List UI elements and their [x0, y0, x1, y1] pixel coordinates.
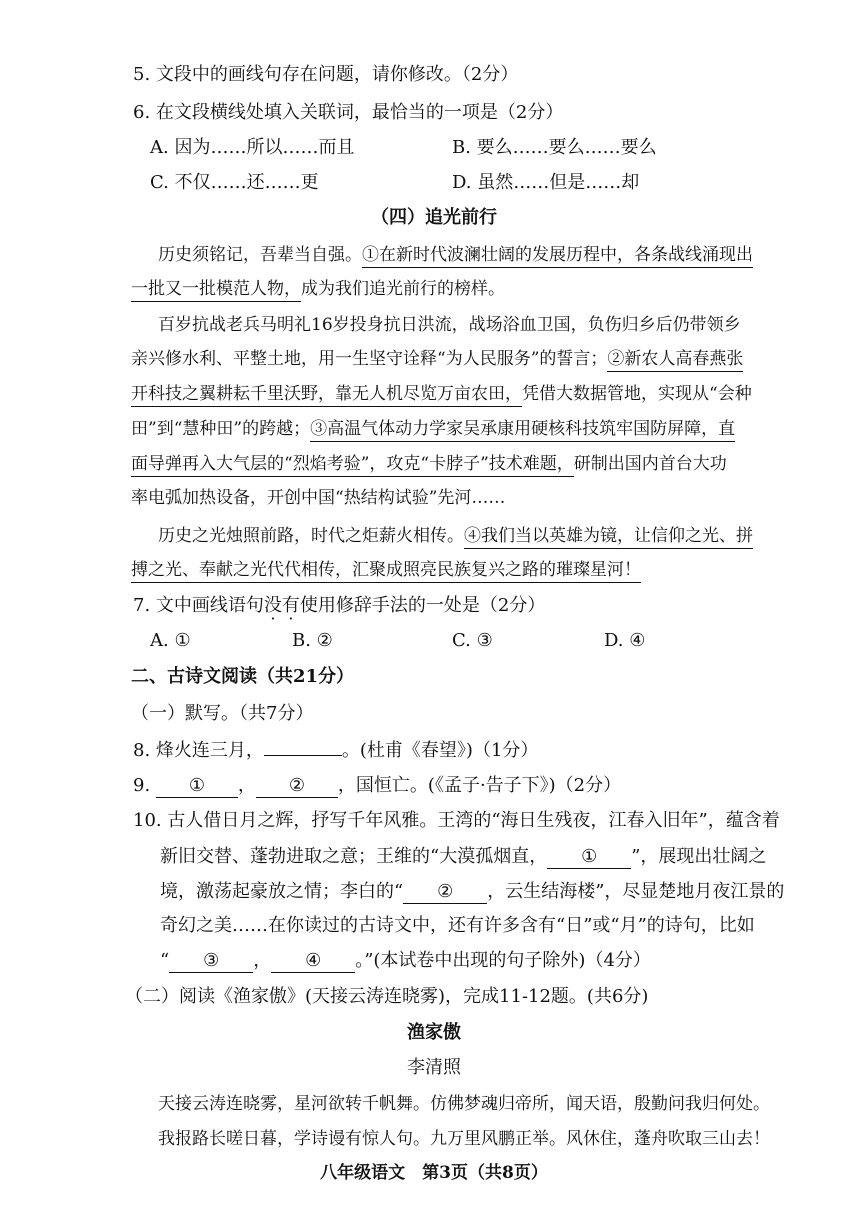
answer-blank-3: ③ — [169, 950, 253, 973]
underlined-sentence-4: ④我们当以英雄为镜，让信仰之光、拼 — [464, 526, 753, 549]
underlined-sentence-1-cont: 一批又一批模范人物， — [131, 279, 301, 302]
part-2-title: 二、古诗文阅读（共21分） — [131, 666, 355, 687]
q7-option-d: D. ④ — [604, 630, 646, 651]
underlined-sentence-4-cont: 搏之光、奉献之光代代相传，汇聚成照亮民族复兴之路的璀璨星河！ — [131, 560, 641, 583]
q6-option-c: C. 不仅……还……更 — [150, 172, 319, 193]
question-6: 6. 在文段横线处填入关联词，最恰当的一项是（2分） — [133, 102, 564, 123]
answer-blank-2: ② — [403, 881, 487, 904]
question-10-line-5: “ ③ ， ④ 。”(本试卷中出现的句子除外)（4分） — [160, 950, 651, 971]
passage-line-2: 一批又一批模范人物，成为我们追光前行的榜样。 — [131, 278, 505, 300]
q6-option-a: A. 因为……所以……而且 — [150, 137, 355, 158]
passage-line-5: 开科技之翼耕耘千里沃野，靠无人机尽览万亩农田，凭借大数据管地，实现从“会种 — [131, 383, 752, 405]
underlined-sentence-1: ①在新时代波澜壮阔的发展历程中，各条战线涌现出 — [362, 245, 753, 268]
question-7: 7. 文中画线语句没有使用修辞手法的一处是（2分） — [133, 595, 546, 616]
emphasis-char: 没 — [263, 595, 282, 616]
underlined-sentence-2: ②新农人高春燕张 — [607, 349, 743, 372]
poem-title: 渔家傲 — [407, 1022, 461, 1043]
poem-line-2: 我报路长嗟日暮，学诗谩有惊人句。九万里风鹏正举。风休住，蓬舟吹取三山去！ — [158, 1129, 770, 1149]
passage-line-9: 历史之光烛照前路，时代之炬薪火相传。④我们当以英雄为镜，让信仰之光、拼 — [158, 525, 753, 547]
answer-blank-2: ② — [256, 775, 338, 798]
underlined-sentence-2-cont: 开科技之翼耕耘千里沃野，靠无人机尽览万亩农田， — [131, 384, 522, 407]
underlined-sentence-3: ③高温气体动力学家吴承康用硬核科技筑牢国防屏障，直 — [310, 419, 735, 442]
section-4-title: （四）追光前行 — [371, 207, 497, 228]
q7-option-b: B. ② — [292, 630, 333, 651]
q7-option-a: A. ① — [150, 630, 191, 651]
question-9: 9. ① ， ② ，国恒亡。(《孟子·告子下》)（2分） — [133, 775, 622, 796]
emphasis-char: 有 — [281, 595, 300, 616]
subsection-2-title: （二）阅读《渔家傲》(天接云涛连晓雾)，完成11-12题。(共6分) — [125, 986, 649, 1007]
passage-line-3: 百岁抗战老兵马明礼16岁投身抗日洪流，战场浴血卫国，负伤归乡后仍带领乡 — [158, 315, 741, 335]
q6-option-b: B. 要么……要么……要么 — [452, 137, 657, 158]
passage-line-8: 率电弧加热设备，开创中国“热结构试验”先河…… — [131, 488, 506, 508]
answer-blank-1: ① — [547, 846, 631, 869]
passage-line-10 — [131, 559, 641, 581]
answer-blank — [264, 755, 342, 756]
question-10-line-1: 10. 古人借日月之辉，抒写千年风雅。王湾的“海日生残夜，江春入旧年”，蕴含着 — [133, 810, 780, 831]
passage-line-7: 面导弹再入大气层的“烈焰考验”，攻克“卡脖子”技术难题，研制出国内首台大功 — [131, 453, 727, 475]
answer-blank-4: ④ — [271, 950, 355, 973]
q7-option-c: C. ③ — [452, 630, 493, 651]
q6-option-d: D. 虽然……但是……却 — [452, 172, 640, 193]
question-8: 8. 烽火连三月， 。(杜甫《春望》)（1分） — [133, 740, 539, 761]
passage-line-1: 历史须铭记，吾辈当自强。①在新时代波澜壮阔的发展历程中，各条战线涌现出 — [158, 244, 753, 266]
underlined-sentence-3-cont: 面导弹再入大气层的“烈焰考验”，攻克“卡脖子”技术难题， — [131, 454, 574, 477]
question-10-line-3: 境，激荡起豪放之情；李白的“ ② ，云生结海楼”，尽显楚地月夜江景的 — [160, 881, 785, 902]
passage-line-6: 田”到“慧种田”的跨越；③高温气体动力学家吴承康用硬核科技筑牢国防屏障，直 — [131, 418, 735, 440]
passage-line-4: 亲兴修水利、平整土地，用一生坚守诠释“为人民服务”的誓言；②新农人高春燕张 — [131, 348, 743, 370]
page-footer: 八年级语文 第3页（共8页） — [320, 1163, 548, 1183]
question-10-line-2: 新旧交替、蓬勃进取之意；王维的“大漠孤烟直， ① ”，展现出壮阔之 — [160, 846, 767, 867]
question-10-line-4: 奇幻之美……在你读过的古诗文中，还有许多含有“日”或“月”的诗句，比如 — [160, 915, 755, 936]
subsection-1-title: （一）默写。（共7分） — [131, 703, 314, 724]
answer-blank-1: ① — [156, 775, 238, 798]
question-5: 5. 文段中的画线句存在问题，请你修改。（2分） — [133, 64, 519, 85]
poem-author: 李清照 — [407, 1057, 461, 1078]
poem-line-1: 天接云涛连晓雾，星河欲转千帆舞。仿佛梦魂归帝所，闻天语，殷勤问我归何处。 — [158, 1094, 770, 1114]
